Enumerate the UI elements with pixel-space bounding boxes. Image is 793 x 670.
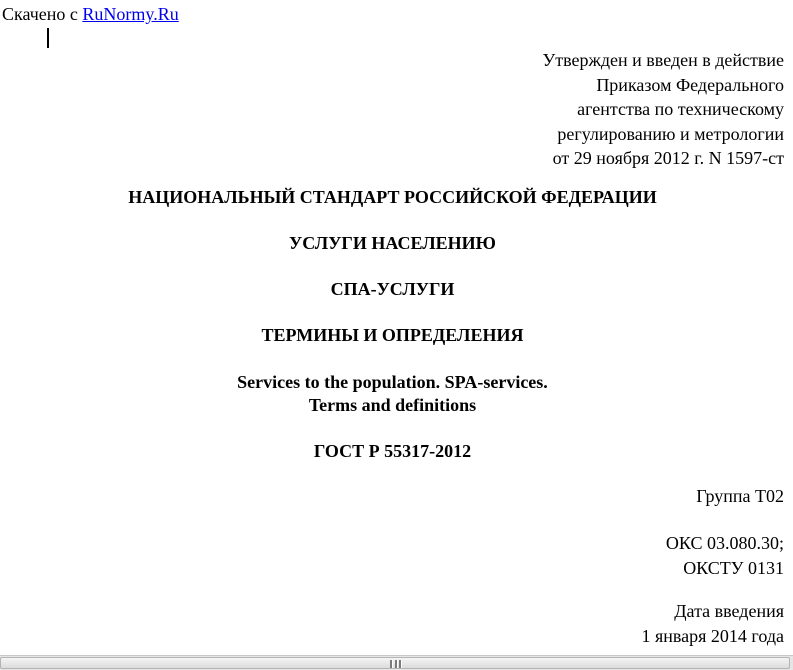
introduction-label: Дата введения bbox=[674, 601, 784, 621]
source-line bbox=[2, 3, 179, 25]
approval-line: агентства по техническому bbox=[577, 99, 784, 119]
spa-heading: СПА-УСЛУГИ bbox=[330, 279, 455, 299]
gost-number: ГОСТ Р 55317-2012 bbox=[313, 441, 472, 461]
terms-heading: ТЕРМИНЫ И ОПРЕДЕЛЕНИЯ bbox=[261, 325, 524, 345]
group-code: Группа Т02 bbox=[696, 486, 784, 506]
approval-line: Приказом Федерального bbox=[596, 74, 784, 95]
text-caret bbox=[47, 28, 49, 48]
approval-line: регулированию и метрологии bbox=[557, 123, 784, 144]
english-title-line-1: Services to the population. SPA-services. bbox=[237, 372, 548, 392]
okstu-code: ОКСТУ 0131 bbox=[683, 557, 784, 578]
services-heading: УСЛУГИ НАСЕЛЕНИЮ bbox=[289, 233, 496, 253]
approval-block bbox=[542, 48, 784, 171]
approval-line: от 29 ноября 2012 г. N 1597-ст bbox=[552, 148, 784, 168]
scrollbar-thumb[interactable] bbox=[0, 657, 790, 669]
english-title-line-2: Terms and definitions bbox=[308, 395, 477, 415]
horizontal-scrollbar[interactable] bbox=[0, 655, 793, 670]
classification-codes bbox=[666, 531, 784, 580]
introduction-date: 1 января 2014 года bbox=[641, 625, 784, 646]
oks-code: ОКС 03.080.30; bbox=[665, 533, 784, 553]
national-standard-heading: НАЦИОНАЛЬНЫЙ СТАНДАРТ РОССИЙСКОЙ ФЕДЕРАЦИИ bbox=[128, 187, 657, 207]
introduction-date-block bbox=[641, 599, 784, 648]
source-prefix: Скачено с bbox=[2, 4, 83, 24]
source-link[interactable]: RuNormy.Ru bbox=[82, 4, 179, 24]
approval-line: Утвержден и введен в действие bbox=[542, 50, 784, 70]
grip-icon bbox=[390, 660, 402, 668]
